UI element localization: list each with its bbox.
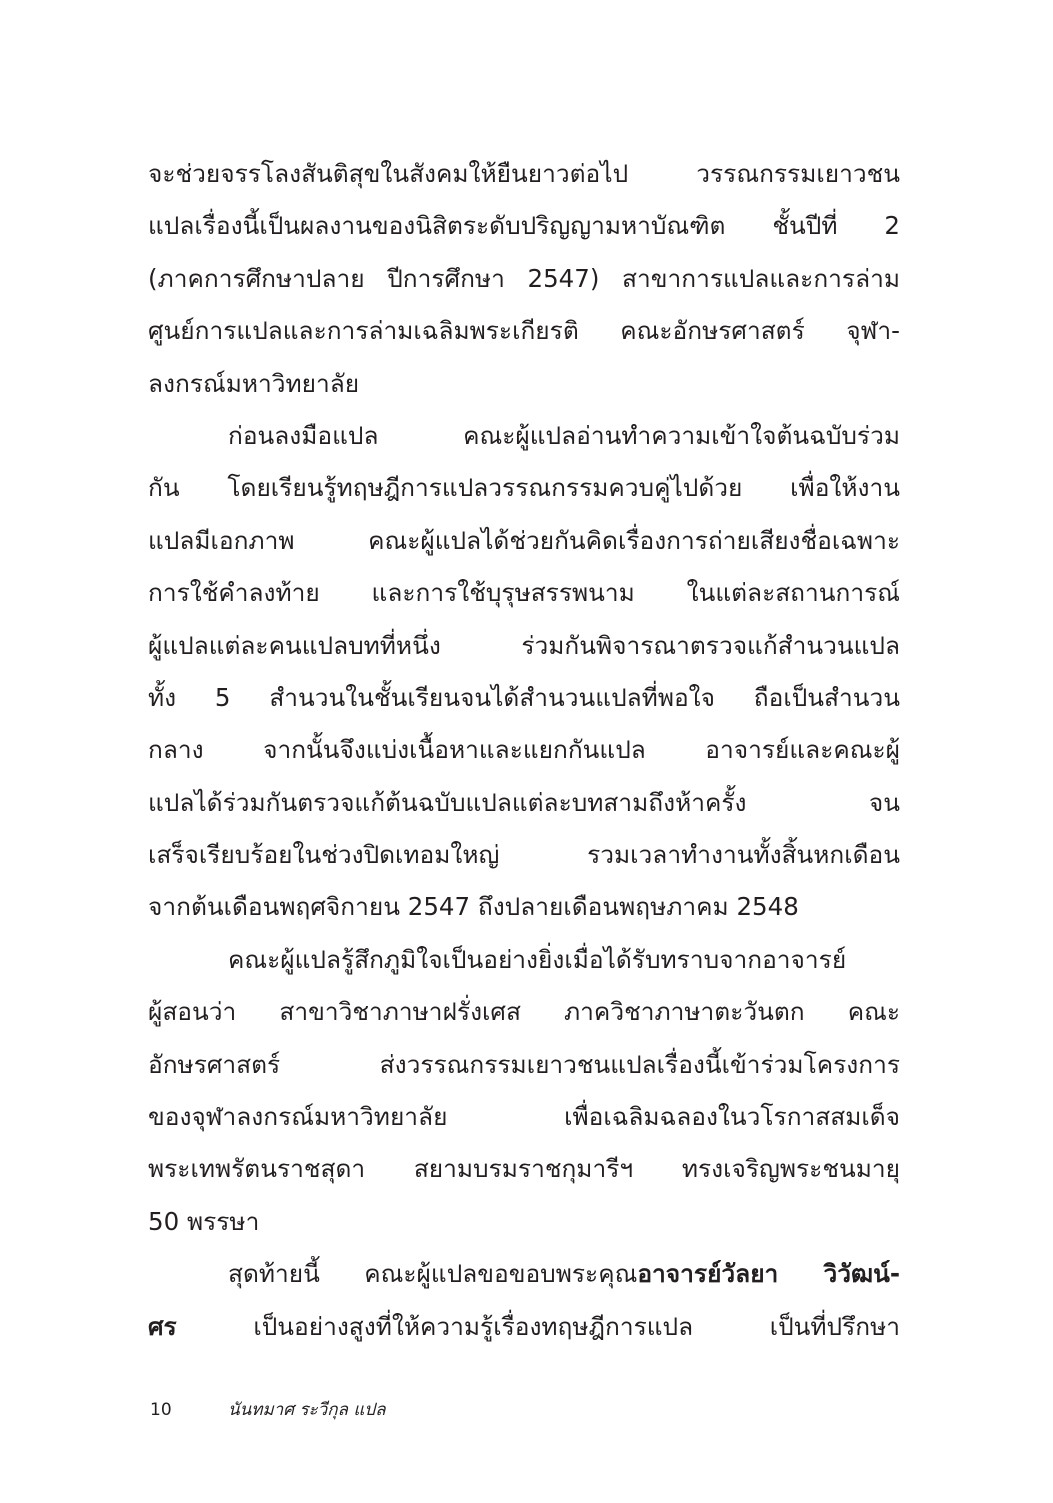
advisor-name-end: ศร	[148, 1311, 177, 1341]
text-line: เสร็จเรียบร้อยในช่วงปิดเทอมใหญ่ รวมเวลาทำงานทั้งสิ้นหกเดือน	[148, 840, 900, 870]
text-line: แปลได้ร่วมกันตรวจแก้ต้นฉบับแปลแต่ละบทสามถึงห้าครั้ง จน	[148, 787, 900, 817]
text-line: แปลเรื่องนี้เป็นผลงานของนิสิตระดับปริญญามหาบัณฑิต ชั้นปีที่ 2	[148, 211, 900, 241]
text-line: ผู้แปลแต่ละคนแปลบทที่หนึ่ง ร่วมกันพิจารณาตรวจแก้สำนวนแปล	[148, 630, 900, 660]
text-line	[148, 1301, 900, 1353]
body-text	[148, 148, 900, 1353]
text-line: ผู้สอนว่า สาขาวิชาภาษาฝรั่งเศส ภาควิชาภาษาตะวันตก คณะ	[148, 997, 900, 1027]
text-line: 50 พรรษา	[148, 1206, 260, 1236]
paragraph-start-line: ก่อนลงมือแปล คณะผู้แปลอ่านทำความเข้าใจต้นฉบับร่วม	[228, 420, 900, 450]
paragraph-start-line	[148, 1248, 900, 1300]
text-line: ทั้ง 5 สำนวนในชั้นเรียนจนได้สำนวนแปลที่พอใจ ถือเป็นสำนวน	[148, 682, 900, 712]
text-line: อักษรศาสตร์ ส่งวรรณกรรมเยาวชนแปลเรื่องนี้เข้าร่วมโครงการ	[148, 1049, 900, 1079]
text-line: กลาง จากนั้นจึงแบ่งเนื้อหาและแยกกันแปล อาจารย์และคณะผู้	[148, 735, 900, 765]
page-footer	[150, 1396, 385, 1423]
page-number: 10	[150, 1400, 172, 1420]
advisor-name: อาจารย์วัลยา วิวัฒน์-	[637, 1259, 901, 1289]
text-line: ของจุฬาลงกรณ์มหาวิทยาลัย เพื่อเฉลิมฉลองในวโรกาสสมเด็จ	[148, 1102, 900, 1132]
text-run: เป็นอย่างสูงที่ให้ความรู้เรื่องทฤษฎีการแปล เป็นที่ปรึกษา	[176, 1311, 900, 1341]
text-line: ลงกรณ์มหาวิทยาลัย	[148, 368, 360, 398]
text-run: สุดท้ายนี้ คณะผู้แปลขอขอบพระคุณ	[228, 1259, 638, 1289]
text-line: จากต้นเดือนพฤศจิกายน 2547 ถึงปลายเดือนพฤษภาคม 2548	[148, 892, 799, 922]
paragraph-start-line: คณะผู้แปลรู้สึกภูมิใจเป็นอย่างยิ่งเมื่อได้รับทราบจากอาจารย์	[228, 944, 847, 974]
text-line: แปลมีเอกภาพ คณะผู้แปลได้ช่วยกันคิดเรื่องการถ่ายเสียงชื่อเฉพาะ	[148, 525, 900, 555]
text-line: จะช่วยจรรโลงสันติสุขในสังคมให้ยืนยาวต่อไป วรรณกรรมเยาวชน	[148, 159, 900, 188]
text-line: พระเทพรัตนราชสุดา สยามบรมราชกุมารีฯ ทรงเจริญพระชนมายุ	[148, 1154, 900, 1184]
text-line: ศูนย์การแปลและการล่ามเฉลิมพระเกียรติ คณะอักษรศาสตร์ จุฬา-	[148, 316, 900, 346]
text-line: (ภาคการศึกษาปลาย ปีการศึกษา 2547) สาขาการแปลและการล่าม	[148, 263, 900, 293]
running-footer-author: นันทมาศ ระวีกุล แปล	[228, 1400, 386, 1420]
text-line: การใช้คำลงท้าย และการใช้บุรุษสรรพนาม ในแต่ละสถานการณ์	[148, 578, 900, 608]
text-line: กัน โดยเรียนรู้ทฤษฎีการแปลวรรณกรรมควบคู่ไปด้วย เพื่อให้งาน	[148, 473, 900, 503]
